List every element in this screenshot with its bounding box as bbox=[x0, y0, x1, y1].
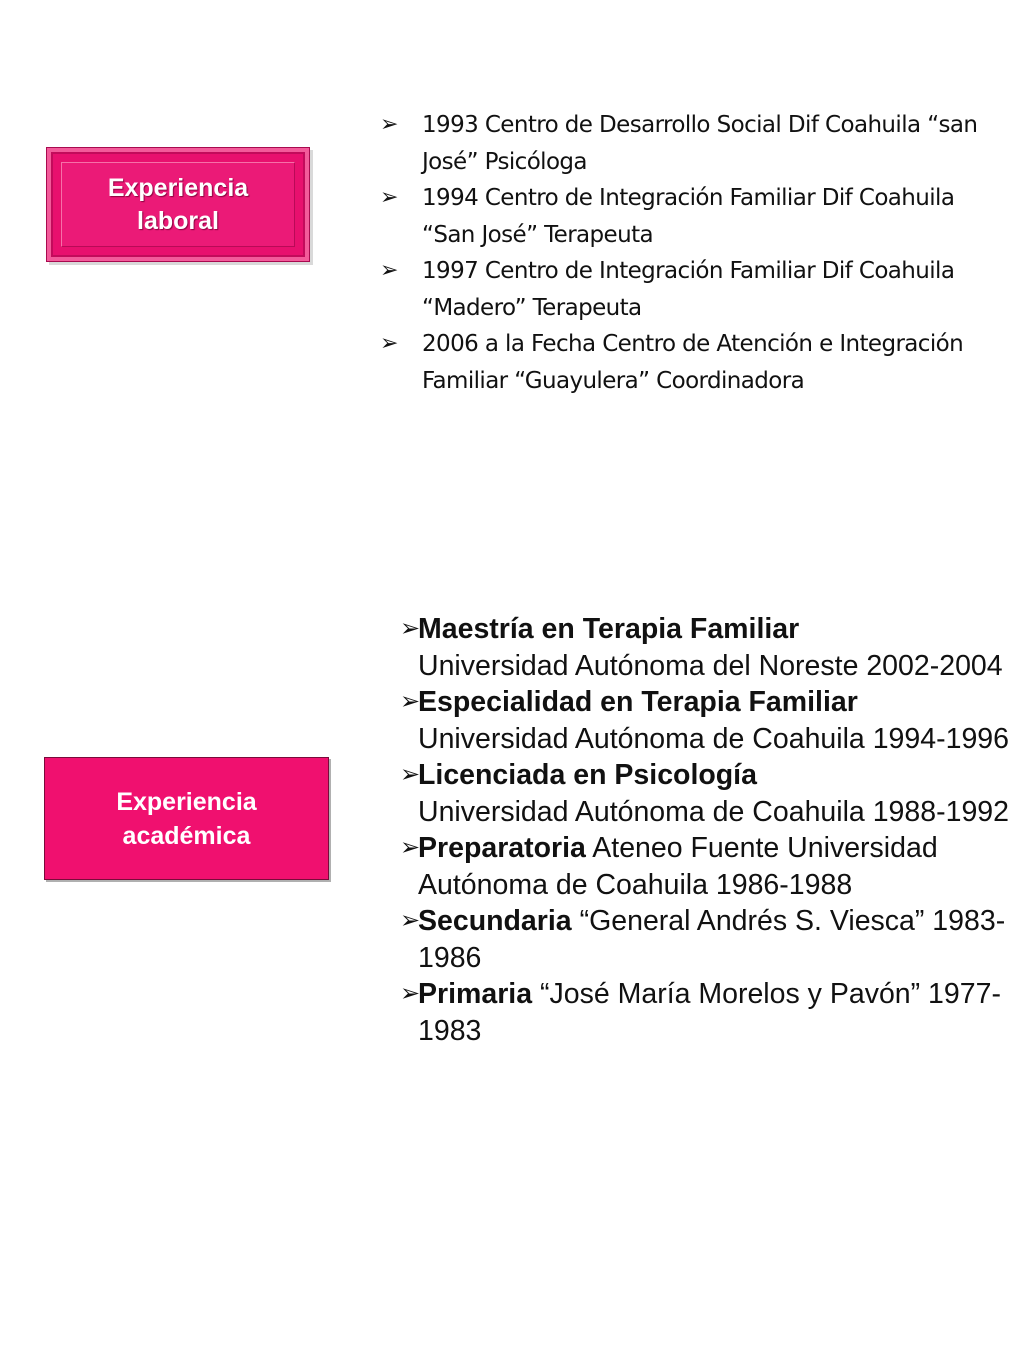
laboral-label-line1: Experiencia bbox=[107, 173, 249, 202]
academica-item-title: Primaria bbox=[418, 978, 533, 1010]
academica-item-detail: Ateneo Fuente Universidad Autónoma de Coahuila 1986-1988 bbox=[418, 832, 938, 901]
laboral-list bbox=[380, 107, 1010, 399]
laboral-item bbox=[380, 180, 1010, 253]
academica-item-detail: Universidad Autónoma de Coahuila 1994-1996 bbox=[418, 722, 1009, 755]
academica-item bbox=[400, 684, 1010, 757]
academica-item-detail: “José María Morelos y Pavón” 1977-1983 bbox=[418, 978, 1001, 1047]
arrow-bullet-icon: ➢ bbox=[380, 112, 398, 137]
arrow-bullet-icon: ➢ bbox=[400, 980, 421, 1007]
academica-item-title: Secundaria bbox=[418, 905, 572, 937]
academica-item-detail: Universidad Autónoma del Noreste 2002-2004 bbox=[418, 649, 1003, 682]
academica-item-title: Especialidad en Terapia Familiar bbox=[418, 686, 858, 718]
arrow-bullet-icon: ➢ bbox=[400, 761, 421, 788]
laboral-label-line2: laboral bbox=[137, 206, 219, 235]
arrow-bullet-icon: ➢ bbox=[380, 258, 398, 283]
arrow-bullet-icon: ➢ bbox=[380, 331, 398, 356]
laboral-item-text: 1997 Centro de Integración Familiar Dif Coahuila “Madero” Terapeuta bbox=[422, 258, 955, 321]
arrow-bullet-icon: ➢ bbox=[400, 615, 421, 642]
experiencia-laboral-text bbox=[108, 172, 248, 238]
laboral-item-text: 2006 a la Fecha Centro de Atención e Integración Familiar “Guayulera” Coordinadora bbox=[422, 331, 964, 394]
academica-item bbox=[400, 757, 1010, 830]
laboral-item bbox=[380, 326, 1010, 399]
arrow-bullet-icon: ➢ bbox=[400, 907, 421, 934]
academica-item bbox=[400, 611, 1010, 684]
experiencia-academica-label bbox=[44, 757, 329, 880]
academica-item bbox=[400, 976, 1010, 1049]
academica-list bbox=[400, 611, 1010, 1049]
academica-item bbox=[400, 830, 1010, 903]
experiencia-laboral-label bbox=[46, 147, 310, 262]
academica-label-line2: académica bbox=[122, 821, 251, 850]
academica-item-detail: “General Andrés S. Viesca” 1983-1986 bbox=[418, 905, 1006, 974]
experiencia-academica-text bbox=[116, 785, 256, 853]
laboral-item-text: 1993 Centro de Desarrollo Social Dif Coahuila “san José” Psicóloga bbox=[422, 112, 978, 175]
academica-item-detail: Universidad Autónoma de Coahuila 1988-1992 bbox=[418, 795, 1009, 828]
arrow-bullet-icon: ➢ bbox=[400, 834, 421, 861]
academica-label-line1: Experiencia bbox=[116, 787, 257, 816]
laboral-item bbox=[380, 253, 1010, 326]
academica-item-title: Maestría en Terapia Familiar bbox=[418, 613, 800, 645]
laboral-item-text: 1994 Centro de Integración Familiar Dif Coahuila “San José” Terapeuta bbox=[422, 185, 955, 248]
arrow-bullet-icon: ➢ bbox=[400, 688, 421, 715]
laboral-item bbox=[380, 107, 1010, 180]
academica-item-title: Preparatoria bbox=[418, 832, 586, 864]
arrow-bullet-icon: ➢ bbox=[380, 185, 398, 210]
academica-item-title: Licenciada en Psicología bbox=[418, 759, 757, 791]
academica-item bbox=[400, 903, 1010, 976]
